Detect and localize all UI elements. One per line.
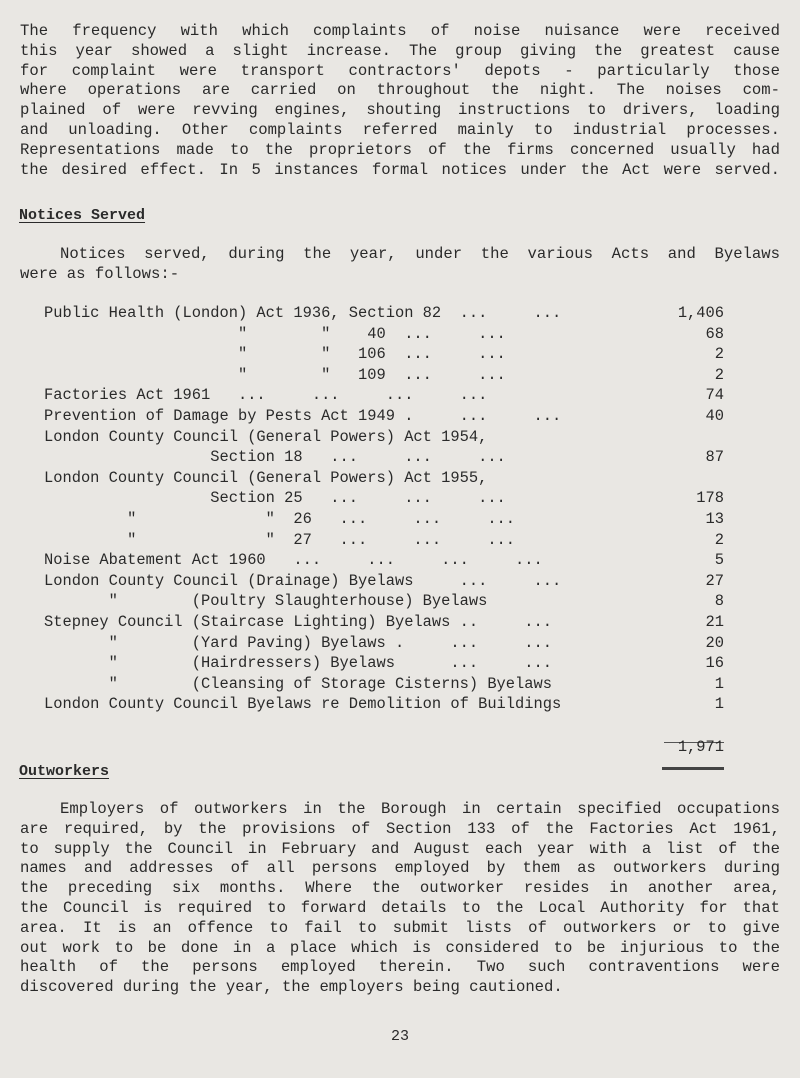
outworkers-line: Employers of outworkers in the Borough in certain specified occupations [60, 800, 780, 818]
notice-label: " " 40 ... ... [44, 324, 506, 343]
outworkers-heading: Outworkers [19, 763, 110, 780]
notices-intro-line: Notices served, during the year, under the various Acts and Byelaws [60, 245, 780, 263]
notice-count: 27 [705, 571, 724, 590]
notice-label: " " 109 ... ... [44, 365, 506, 384]
intro-line: this year showed a slight increase. The group giving the greatest cause [20, 41, 780, 60]
outworkers-line: area. It is an offence to fail to submit lists of outworkers or to give [20, 918, 780, 937]
notice-label: Stepney Council (Staircase Lighting) Byelaws .. ... [44, 612, 552, 631]
notices-row [44, 448, 724, 469]
notice-label: London County Council (General Powers) Act 1955, [44, 468, 488, 487]
notice-count: 1 [714, 695, 724, 714]
outworkers-line: to supply the Council in February and August each year with a list of the [20, 839, 780, 858]
outworkers-line: out work to be done in a place which is considered to be injurious to the [20, 938, 780, 957]
notices-row [44, 675, 724, 696]
notice-count: 21 [705, 612, 724, 631]
notices-intro-line: were as follows:- [20, 264, 180, 283]
notice-count [650, 428, 724, 449]
notices-row [44, 407, 724, 428]
notices-row [44, 695, 724, 716]
intro-line: where operations are carried on throughout the night. The noises com- [20, 81, 780, 100]
notices-row [44, 428, 724, 449]
intro-line: The frequency with which complaints of noise nuisance were received [20, 22, 780, 40]
notice-label: London County Council (General Powers) Act 1954, [44, 427, 488, 446]
notices-total: 1,971 [677, 738, 724, 756]
notice-count: 2 [714, 530, 724, 549]
outworkers-line: discovered during the year, the employers being cautioned. [20, 978, 563, 997]
outworkers-line: the preceding six months. Where the outworker resides in another area, [20, 879, 780, 898]
notice-label: Section 25 ... ... ... [44, 489, 506, 508]
notice-count: 178 [696, 489, 724, 508]
notice-label: Prevention of Damage by Pests Act 1949 . ... ... [44, 406, 562, 425]
notice-count: 2 [714, 365, 724, 384]
notice-label: " (Yard Paving) Byelaws . ... ... [44, 633, 552, 652]
notice-label: " (Hairdressers) Byelaws ... ... [44, 654, 552, 673]
intro-line: plained of were revving engines, shouting instructions to drivers, loading [20, 101, 780, 120]
notices-row [44, 654, 724, 675]
notice-label: Factories Act 1961 ... ... ... ... [44, 386, 488, 405]
intro-line: for complaint were transport contractors' depots - particularly those [20, 61, 780, 80]
intro-line: and unloading. Other complaints referred mainly to industrial processes. [20, 120, 780, 139]
notice-label: London County Council (Drainage) Byelaws ... ... [44, 571, 562, 590]
notices-served-heading: Notices Served [19, 207, 146, 224]
outworkers-line: the Council is required to forward details to the Local Authority for that [20, 898, 780, 917]
notice-count: 40 [705, 406, 724, 425]
notice-label: " " 27 ... ... ... [44, 530, 516, 549]
notice-label: Public Health (London) Act 1936, Section 82 ... ... [44, 304, 562, 322]
intro-line: the desired effect. In 5 instances formal notices under the Act were served. [20, 160, 780, 179]
notices-row [44, 489, 724, 510]
outworkers-line: are required, by the provisions of Section 133 of the Factories Act 1961, [20, 819, 780, 838]
notice-count: 16 [705, 654, 724, 673]
notices-row [44, 304, 724, 325]
notice-count: 68 [705, 324, 724, 343]
notice-count: 20 [705, 633, 724, 652]
notice-count: 8 [714, 592, 724, 611]
notice-count: 1,406 [677, 304, 724, 322]
notice-label: Section 18 ... ... ... [44, 448, 506, 467]
notices-row [44, 531, 724, 552]
total-double-rule [662, 767, 724, 770]
notice-count: 87 [705, 448, 724, 467]
notices-row [44, 386, 724, 407]
notice-count: 5 [714, 551, 724, 570]
outworkers-line: names and addresses of all persons employed by them as outworkers during [20, 859, 780, 878]
page-number: 23 [390, 1028, 409, 1045]
notice-label: " " 26 ... ... ... [44, 509, 516, 528]
notice-count: 2 [714, 345, 724, 364]
notices-row [44, 592, 724, 613]
notices-row [44, 634, 724, 655]
notices-row [44, 551, 724, 572]
outworkers-paragraph [20, 800, 780, 998]
notices-row [44, 572, 724, 593]
notices-row [44, 469, 724, 490]
outworkers-line: health of the persons employed therein. Two such contraventions were [20, 958, 780, 977]
intro-paragraph [20, 22, 780, 180]
notices-intro-paragraph [20, 245, 780, 285]
notices-row [44, 613, 724, 634]
notices-row [44, 325, 724, 346]
notices-row [44, 345, 724, 366]
notice-label: " (Poultry Slaughterhouse) Byelaws [44, 592, 488, 611]
notices-row [44, 366, 724, 387]
notice-label: " " 106 ... ... [44, 345, 506, 364]
notice-label: London County Council Byelaws re Demolition of Buildings [44, 695, 562, 714]
notice-label: " (Cleansing of Storage Cisterns) Byelaws [44, 674, 552, 693]
notice-count [650, 469, 724, 490]
notices-row [44, 510, 724, 531]
notice-count: 13 [705, 509, 724, 528]
notice-count: 1 [714, 674, 724, 693]
notices-table [44, 304, 724, 716]
notice-count: 74 [705, 386, 724, 405]
intro-line: Representations made to the proprietors of the firms concerned usually had [20, 140, 780, 159]
notice-label: Noise Abatement Act 1960 ... ... ... ... [44, 551, 543, 570]
